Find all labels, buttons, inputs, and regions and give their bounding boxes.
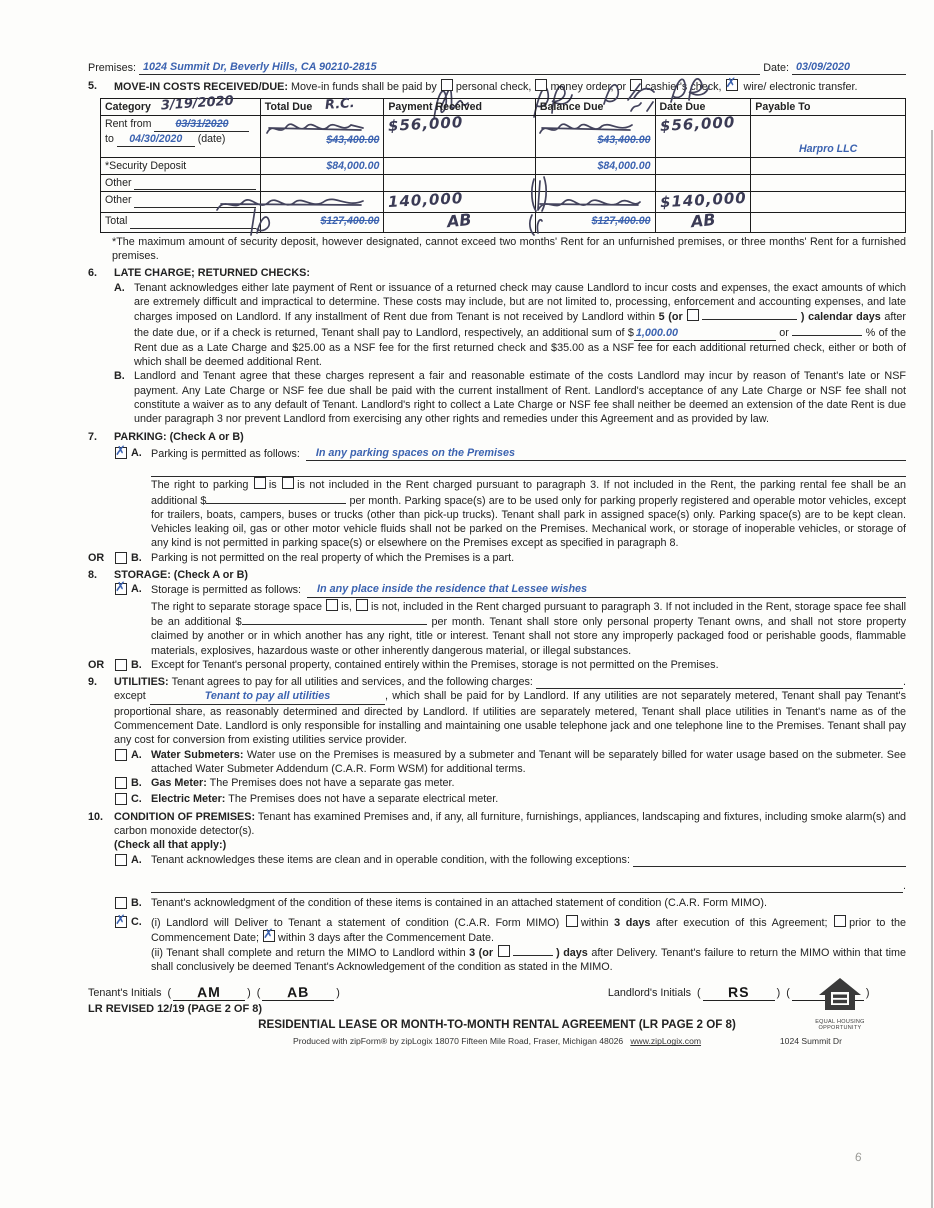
- text: Parking is permitted as follows:: [151, 447, 300, 460]
- text: wire/ electronic transfer.: [743, 81, 858, 94]
- text: The Premises does not have a separate gas meter.: [209, 777, 455, 790]
- cell-rent-payable-to: [751, 115, 906, 157]
- text: is not, included in the Rent charged pursuant to paragraph 3. If not included in the Rent, storage space fee shall be an additional $: [151, 600, 907, 628]
- cell-security-payment: [384, 157, 536, 174]
- table-row-other-1: [101, 175, 906, 192]
- cell-other2-balance-due: [535, 192, 655, 213]
- blank-late-percent[interactable]: [792, 325, 862, 336]
- cell-other2-total-due: [260, 192, 384, 213]
- security-balance-due: $84,000.00: [597, 159, 651, 172]
- header-label: Category: [105, 100, 151, 113]
- move-in-costs-table: [100, 93, 906, 233]
- tenants-initials-label: Tenant's Initials: [88, 987, 162, 1000]
- header-label: Payable To: [755, 100, 811, 113]
- text: Total: [105, 215, 128, 228]
- date-field[interactable]: [792, 60, 906, 75]
- security-total-due: $84,000.00: [326, 159, 380, 172]
- checkbox-storage-a-checked[interactable]: [115, 583, 127, 595]
- tenant-initials-field-2[interactable]: [262, 985, 334, 1001]
- text: Tenant acknowledges either late payment of Rent or issuance of a returned check may cause Landlord to incur costs and expenses, the exact amounts of which are extremely difficult and impractical to determine. These costs may include, but are not limited to, processing, enforcement and accounting expenses, and late charges imposed on Landlord. If any installment of Rent due from Tenant is not received by Landlord within: [134, 281, 906, 324]
- tenant-initials-2: AB: [287, 983, 310, 1000]
- text: .: [903, 879, 906, 892]
- clause-9b: [114, 776, 906, 792]
- clause-8a: [114, 582, 906, 598]
- text: after execution of this Agreement;: [650, 916, 834, 929]
- checkbox-parking-included[interactable]: [254, 477, 266, 489]
- text: Water use on the Premises is measured by a submeter and Tenant will be separately billed for water usage based on the submeter. See attached Water Submeter Addendum (C.A.R. Form WSM) for additional terms.: [151, 748, 906, 775]
- header-label: Date Due: [659, 100, 706, 113]
- header-label: Payment Received: [388, 100, 482, 113]
- doc-ref: 1024 Summit Dr: [779, 1036, 842, 1047]
- landlords-initials-label: Landlord's Initials: [607, 987, 691, 1000]
- text: ) calendar days: [800, 311, 881, 324]
- cell-rent-balance-due: [535, 115, 655, 157]
- scan-edge-artifact: [931, 130, 933, 1208]
- revision-label: LR REVISED 12/19 (PAGE 2 OF 8): [88, 1002, 263, 1015]
- utilities-except-field[interactable]: [150, 689, 385, 704]
- text: ) days: [556, 947, 588, 960]
- clause-letter: C.: [131, 915, 142, 928]
- text: 3 days: [614, 916, 651, 929]
- cell-other1-label: [101, 175, 261, 192]
- text: Other: [105, 177, 132, 190]
- clause-7a: [114, 446, 906, 462]
- text: after the date due, or if a check is returned, Tenant shall pay to Landlord, respectively, an additional sum of $: [134, 311, 907, 339]
- text: is,: [341, 600, 352, 613]
- checkbox-money-order[interactable]: [535, 79, 547, 91]
- payable-to-value: Harpro LLC: [799, 142, 858, 155]
- rent-to-date: 04/30/2020: [129, 133, 183, 146]
- section-title: CONDITION OF PREMISES:: [114, 810, 256, 823]
- clause-8b: [88, 658, 906, 674]
- premises-date-line: [88, 60, 906, 75]
- text: money order, or: [550, 81, 627, 94]
- clause-letter: A.: [131, 446, 142, 459]
- checkbox-electric-meter[interactable]: [115, 793, 127, 805]
- clause-8b-text: Except for Tenant's personal property, contained entirely within the Premises, storage is not permitted on the Premises.: [151, 658, 719, 671]
- premises-field[interactable]: [139, 60, 760, 75]
- checkbox-late-days[interactable]: [687, 309, 699, 321]
- text: Tenant agrees to pay for all utilities and services, and the following charges:: [171, 676, 533, 689]
- blank-parking-fee[interactable]: [206, 493, 346, 504]
- checkbox-parking-b[interactable]: [115, 552, 127, 564]
- clause-letter: B.: [114, 370, 125, 383]
- handwritten-date-due-other: $140,000: [659, 189, 747, 212]
- section-title: PARKING: (Check A or B): [114, 430, 244, 443]
- blank-exceptions-line2: [151, 879, 906, 893]
- clause-10c-i: [151, 915, 906, 946]
- checkbox-storage-not-included[interactable]: [356, 599, 368, 611]
- text: (i) Landlord will Deliver to Tenant a statement of condition (C.A.R. Form MIMO): [151, 916, 565, 929]
- text: Tenant has examined Premises and, if any, all furniture, furnishings, appliances, landscaping and fixtures, including smoke alarm(s) and carbon monoxide detector(s).: [114, 810, 907, 838]
- ziplogix-url: www.zipLogix.com: [630, 1036, 702, 1047]
- cell-security-balance-due: [535, 157, 655, 174]
- table-row-rent: [101, 115, 906, 157]
- cell-total-payable-to: [751, 213, 906, 232]
- utilities-except-value: Tenant to pay all utilities: [204, 690, 331, 703]
- total-balance-due: $127,400.00: [591, 215, 651, 228]
- storage-follows-value: In any place inside the residence that Lessee wishes: [317, 583, 588, 596]
- clause-9a: [114, 748, 906, 777]
- cell-security-payable-to: [751, 157, 906, 174]
- section-6-late-charge: [88, 266, 906, 426]
- text: 3 (or: [469, 947, 494, 960]
- header-label: Balance Due: [539, 100, 604, 113]
- late-charge-amount-field[interactable]: [634, 326, 776, 341]
- premises-label: Premises:: [88, 62, 136, 74]
- clause-letter: A.: [131, 583, 142, 596]
- checkbox-gas-meter[interactable]: [115, 777, 127, 789]
- initials-row: Tenant's Initials ( AM ) ( AB ) Landlord's Initials ( RS ) ( ): [88, 983, 870, 1000]
- col-header-payable-to: [751, 98, 906, 115]
- text: Electric Meter:: [151, 793, 226, 806]
- section-title: STORAGE: (Check A or B): [114, 569, 248, 582]
- clause-letter: B.: [131, 551, 142, 564]
- section-title: LATE CHARGE; RETURNED CHECKS:: [114, 267, 310, 280]
- cell-total-payment: [384, 210, 536, 232]
- cell-rent-total-due: [260, 115, 384, 157]
- checkbox-mimo-within-3-days-commencement-checked[interactable]: [263, 930, 275, 942]
- blank-exceptions-2[interactable]: [151, 882, 903, 893]
- text: Tenant acknowledges these items are clean and in operable condition, with the following exceptions:: [151, 853, 630, 866]
- clause-10c-ii: [151, 945, 906, 975]
- section-5-move-in-costs: [88, 79, 906, 94]
- corner-page-mark: 6: [854, 1149, 863, 1165]
- or-label: OR: [88, 658, 105, 671]
- eho-caption: EQUAL HOUSING OPPORTUNITY: [815, 1019, 865, 1032]
- section-number: 10.: [88, 810, 104, 823]
- col-header-total-due: [260, 95, 384, 115]
- text: of the Rent due as a Late Charge and $25.00 as a NSF fee for the first returned check and $35.00 as a NSF fee for each additional returned check, either or both of which shall be deemed additional Rent.: [134, 326, 907, 369]
- handwritten-payment-received: $56,000: [387, 112, 465, 135]
- text: within: [580, 916, 615, 929]
- handwritten-initials-ab: AB: [446, 210, 473, 232]
- form-title: RESIDENTIAL LEASE OR MONTH-TO-MONTH RENTAL AGREEMENT (LR PAGE 2 OF 8): [258, 1018, 736, 1032]
- equal-housing-logo: [808, 977, 872, 1031]
- clause-letter: B.: [131, 897, 142, 910]
- section-number: 8.: [88, 569, 98, 582]
- check-all-label: (Check all that apply:): [114, 839, 227, 852]
- text: 5 (or: [658, 311, 683, 324]
- section-10-condition: [88, 810, 906, 975]
- clause-9-paragraph: [114, 689, 906, 747]
- cell-rent-category: [101, 115, 261, 157]
- rent-from-date: 03/31/2020: [175, 117, 229, 130]
- handwritten-scribble: [627, 99, 657, 115]
- text: *Security Deposit: [105, 159, 187, 172]
- cell-other1-total-due: [260, 175, 384, 192]
- cell-other2-payable-to: [751, 192, 906, 213]
- text: The right to parking: [151, 479, 249, 492]
- clause-letter: A.: [114, 281, 125, 294]
- blank-exceptions[interactable]: [633, 856, 906, 867]
- handwritten-date: 3/19/2020: [160, 93, 235, 114]
- col-header-category: [101, 93, 261, 115]
- col-header-balance-due: [535, 98, 655, 115]
- produced-text: Produced with zipForm® by zipLogix 18070 Fifteen Mile Road, Fraser, Michigan 48026: [292, 1036, 624, 1047]
- checkbox-mimo-return-days[interactable]: [498, 945, 510, 957]
- cell-rent-payment-received: [384, 112, 536, 157]
- clause-10b: [114, 896, 906, 912]
- clause-7b-text: Parking is not permitted on the real property of which the Premises is a part.: [151, 551, 515, 564]
- checkbox-storage-included[interactable]: [326, 599, 338, 611]
- cell-total-balance-due: [535, 213, 655, 232]
- text: or: [779, 326, 789, 339]
- text: Gas Meter:: [151, 777, 207, 790]
- text: Water Submeters:: [151, 748, 244, 761]
- checkbox-cashiers-check[interactable]: [630, 79, 642, 91]
- clause-6a: [114, 281, 906, 370]
- section-title: UTILITIES:: [114, 676, 169, 689]
- cell-security-total-due: [260, 157, 384, 174]
- handwritten-initials-ab: AB: [689, 210, 717, 232]
- clause-10c: [114, 915, 906, 975]
- text: .: [903, 676, 906, 689]
- checkbox-condition-c-checked[interactable]: [115, 916, 127, 928]
- cell-total-total-due: [260, 213, 384, 232]
- section-title: MOVE-IN COSTS RECEIVED/DUE:: [114, 81, 288, 94]
- section-number: 5.: [88, 80, 98, 93]
- blank-storage-fee[interactable]: [242, 614, 427, 625]
- handwritten-initials: R.C.: [324, 95, 355, 113]
- date-value: 03/09/2020: [796, 61, 851, 73]
- table-footnote: *The maximum amount of security deposit, however designated, cannot exceed two months' Rent for an unfurnished premises, or three months' Rent for a furnished premises.: [112, 235, 906, 263]
- late-charge-amount: 1,000.00: [635, 326, 678, 339]
- parking-follows-value: In any parking spaces on the Premises: [315, 446, 516, 459]
- table-row-other-2: [101, 192, 906, 213]
- text: Other: [105, 194, 132, 207]
- text: after Delivery. Tenant's failure to return the MIMO within that time shall conclusively be deemed Tenant's Acknowledgement of the condition as stated in the MIMO.: [151, 947, 906, 974]
- checkbox-mimo-within-3-days-execution[interactable]: [566, 915, 578, 927]
- cell-total-label: [101, 213, 261, 232]
- table-row-total: [101, 213, 906, 232]
- checkbox-condition-b[interactable]: [115, 897, 127, 909]
- text: to: [105, 133, 114, 146]
- checkbox-parking-not-included[interactable]: [282, 477, 294, 489]
- handwritten-date-due: $56,000: [659, 112, 736, 135]
- section-7-parking: [88, 430, 906, 567]
- clause-6b: [114, 369, 906, 426]
- checkbox-condition-a[interactable]: [115, 854, 127, 866]
- section-number: 7.: [88, 430, 98, 443]
- clause-7b: [88, 551, 906, 567]
- section-9-utilities: [88, 675, 906, 809]
- storage-follows-field[interactable]: [307, 582, 906, 597]
- checkbox-personal-check[interactable]: [441, 79, 453, 91]
- section-number: 9.: [88, 676, 98, 689]
- clause-10b-text: Tenant's acknowledgment of the condition of these items is contained in an attached statement of condition (C.A.R. Form MIMO).: [151, 897, 767, 910]
- clause-10a: [114, 853, 906, 869]
- table-header-row: [101, 98, 906, 115]
- blank-late-days[interactable]: [702, 309, 797, 320]
- cell-other2-label: [101, 192, 261, 213]
- checkbox-mimo-prior-commencement[interactable]: [834, 915, 846, 927]
- text: is not included in the Rent charged pursuant to paragraph 3. If not included in the Rent, the parking rental fee shall be an additional $: [151, 479, 907, 507]
- blank-utilities-charges[interactable]: [536, 678, 903, 689]
- clause-8a-paragraph: [151, 599, 906, 658]
- clause-letter: A.: [131, 748, 142, 761]
- move-in-table-wrap: [100, 93, 906, 264]
- text: , which shall be paid for by Landlord. If any utilities are not separately metered, Tenant shall pay Tenant's proportional share, as reasonably determined and directed by Landlord. If utilities are separately metered, Tenant shall place utilities in Tenant's name as of the Commencement Date. Landlord is only responsible for installing and maintaining one usable telephone jack and one telephone line to the Premises. Tenant shall pay any cost for conversion from existing utilities service provider.: [114, 690, 907, 747]
- text: Rent from: [105, 117, 152, 130]
- premises-value: 1024 Summit Dr, Beverly Hills, CA 90210-2815: [143, 61, 377, 73]
- produced-line: [88, 1034, 906, 1048]
- section-8-storage: [88, 568, 906, 674]
- cell-rent-date-due: [655, 112, 751, 157]
- clause-9c: [114, 792, 906, 808]
- table-row-security-deposit: [101, 157, 906, 174]
- checkbox-storage-b[interactable]: [115, 659, 127, 671]
- text: The right to separate storage space: [151, 600, 322, 613]
- cell-other1-payable-to: [751, 175, 906, 192]
- total-total-due: $127,400.00: [320, 215, 380, 228]
- text: (ii) Tenant shall complete and return the MIMO to Landlord within: [151, 947, 470, 960]
- text: Move-in funds shall be paid by: [290, 81, 437, 94]
- parking-follows-field[interactable]: [306, 446, 906, 461]
- landlord-initials-field-1[interactable]: [703, 985, 775, 1001]
- text: cashier's check,: [645, 81, 722, 94]
- cell-total-date-due: [655, 210, 751, 232]
- clause-7a-paragraph: [151, 477, 906, 550]
- checkbox-parking-a-checked[interactable]: [115, 447, 127, 459]
- landlord-initials-1: RS: [727, 983, 750, 1000]
- or-label: OR: [88, 551, 105, 564]
- clause-letter: A.: [131, 853, 142, 866]
- cell-security-date-due: [655, 157, 751, 174]
- rent-balance-due-amount: $43,400.00: [597, 133, 651, 146]
- text: within 3 days after the Commencement Date.: [278, 931, 495, 944]
- clause-letter: C.: [131, 793, 142, 806]
- clause-6b-text: Landlord and Tenant agree that these charges represent a fair and reasonable estimate of the costs Landlord may incur by reason of Tenant's late or NSF payment. Any Late Charge or NSF fee due shall be paid with the current installment of Rent. Landlord's acceptance of any Late Charge or NSF fee shall not constitute a waiver as to any default of Tenant. Landlord's right to collect a Late Charge or NSF fee shall neither be deemed an extension of the date Rent is due under paragraph 3 nor prevent Landlord from exercising any other rights and remedies under this Agreement and as provided by law.: [134, 370, 906, 426]
- cell-other2-date-due: [655, 189, 751, 213]
- equal-housing-house-icon: [818, 977, 862, 1015]
- clause-letter: B.: [131, 777, 142, 790]
- text: prior to the Commencement Date;: [151, 916, 906, 944]
- checkbox-water-submeters[interactable]: [115, 749, 127, 761]
- text: per month. Parking space(s) are to be used only for parking properly registered and operable motor vehicles, except for trailers, boats, campers, buses or trucks (other than pick-up trucks). Tenant shall park in assigned space(s) only. Parking space(s) are to be kept clean. Vehicles leaking oil, gas or other motor vehicle fluids shall not be parked on the Premises. Mechanical work, or storage of inoperable vehicles, or storage of any kind is not permitted in parking space(s) or elsewhere on the Premises except as specified in paragraph 8.: [151, 494, 907, 550]
- text: Storage is permitted as follows:: [151, 584, 302, 597]
- col-header-date-due: [655, 98, 751, 115]
- checkbox-wire-transfer-checked[interactable]: [726, 79, 738, 91]
- text: is: [268, 479, 277, 492]
- header-label: Total Due: [264, 100, 313, 113]
- handwritten-payment-other: 140,000: [387, 189, 465, 212]
- page-footer: [88, 985, 906, 1049]
- text: %: [865, 326, 876, 339]
- rent-total-due-amount: $43,400.00: [326, 133, 380, 146]
- clause-letter: B.: [131, 658, 142, 671]
- text: except: [114, 690, 146, 703]
- section-number: 6.: [88, 267, 98, 280]
- blank-mimo-return-days[interactable]: [513, 945, 553, 956]
- tenant-initials-field-1[interactable]: [173, 985, 245, 1001]
- date-label: Date:: [763, 62, 789, 74]
- tenant-initials-1: AM: [197, 983, 222, 1000]
- text: (date): [197, 133, 226, 146]
- cell-security-label: [101, 157, 261, 174]
- text: The Premises does not have a separate electrical meter.: [228, 793, 499, 806]
- text: per month. Tenant shall store only personal property Tenant owns, and shall not store property claimed by another or in which another has any right, title or interest. Tenant shall not store any improperly packaged food or perishable goods, flammable materials, explosives, hazardous waste or other inherently dangerous material, or illegal substances.: [151, 615, 906, 657]
- text: personal check,: [455, 81, 532, 94]
- cell-other1-balance-due: [535, 175, 655, 192]
